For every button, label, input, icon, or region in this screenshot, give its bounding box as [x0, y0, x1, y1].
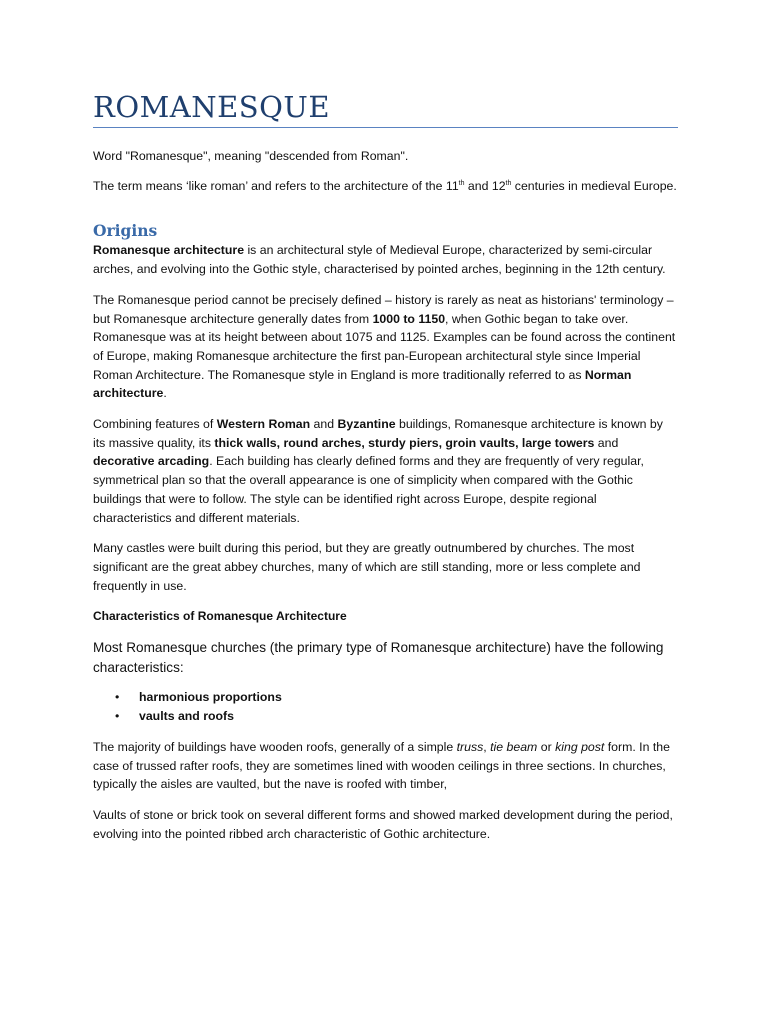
origins-p3-text-b: and — [310, 417, 338, 432]
origins-p3-text-d: and — [594, 435, 619, 450]
list-item-text: vaults and roofs — [139, 709, 234, 724]
bold-western-roman: Western Roman — [216, 417, 311, 432]
roofs-text-a: The majority of buildings have wooden roofs, generally of a simple — [93, 740, 457, 755]
bold-norman-architecture: Norman architecture — [93, 367, 632, 401]
intro-text-a: The term means ‘like roman’ and refers to the architecture of the 11 — [93, 178, 459, 193]
intro-text-c: centuries in medieval Europe. — [511, 178, 677, 193]
characteristics-heading: Characteristics of Romanesque Architecture — [93, 609, 347, 624]
list-item — [115, 688, 678, 707]
origins-p3-text-a: Combining features of — [93, 417, 217, 432]
intro-text-b: and 12 — [464, 178, 506, 193]
roofs-text-b: , — [483, 740, 491, 755]
bullet-icon: • — [115, 690, 120, 705]
superscript-th-2: th — [505, 179, 512, 187]
document-title: ROMANESQUE — [93, 88, 678, 128]
intro-paragraph-1: Word "Romanesque", meaning "descended from Roman". — [93, 149, 409, 163]
italic-tie-beam: tie beam — [490, 740, 538, 755]
origins-paragraph-2 — [93, 291, 678, 403]
roofs-text-c: or — [537, 740, 556, 755]
list-item — [115, 707, 678, 726]
origins-p2-text-c: . — [163, 386, 167, 401]
origins-heading: Origins — [93, 221, 158, 241]
bold-byzantine: Byzantine — [337, 417, 396, 432]
origins-p3-text-e: . Each building has clearly defined forms and they are frequently of very regular, symmetrical plan so that the overall appearance is one of simplicity when compared with the Gothic buildings that were to follow. The style can be identified right across Europe, despite regional characteristics and different materials. — [93, 454, 644, 525]
characteristics-list — [93, 688, 678, 726]
bold-features-list: thick walls, round arches, sturdy piers, groin vaults, large towers — [214, 435, 595, 450]
origins-paragraph-3 — [93, 415, 678, 527]
roofs-text-d: form. In the case of trussed rafter roofs, they are sometimes lined with wooden ceilings in three sections. In churches, typically the aisles are vaulted, but the nave is roofed with timber, — [93, 740, 670, 792]
origins-p1-text: is an architectural style of Medieval Europe, characterized by semi-circular arches, and evolving into the Gothic style, characterised by pointed arches, beginning in the 12th century. — [93, 243, 666, 277]
superscript-th-1: th — [458, 179, 465, 187]
origins-p3-text-c: buildings, Romanesque architecture is known by its massive quality, its — [93, 417, 663, 450]
origins-paragraph-1 — [93, 241, 678, 278]
roofs-paragraph — [93, 738, 678, 794]
bold-date-range: 1000 to 1150 — [372, 311, 446, 326]
vaults-paragraph: Vaults of stone or brick took on several different forms and showed marked development during the period, evolving into the pointed ribbed arch characteristic of Gothic architecture. — [93, 808, 673, 841]
list-item-text: harmonious proportions — [139, 690, 282, 705]
bullet-icon: • — [115, 709, 120, 724]
origins-p2-text-b: , when Gothic began to take over. Romanesque was at its height between about 1075 and 1125. Examples can be found across the continent of Europe, making Romanesque architecture the first pan-European architectural style since Imperial Roman Architecture. The Romanesque style in England is more traditionally referred to as — [93, 311, 676, 382]
italic-truss: truss — [456, 740, 484, 755]
intro-paragraph-2 — [93, 177, 678, 196]
document-body — [93, 88, 678, 844]
bold-decorative-arcading: decorative arcading — [93, 454, 210, 469]
characteristics-lead: Most Romanesque churches (the primary type of Romanesque architecture) have the following characteristics: — [93, 640, 664, 676]
italic-king-post: king post — [555, 740, 605, 755]
bold-romanesque-architecture: Romanesque architecture — [93, 243, 245, 258]
origins-paragraph-4: Many castles were built during this period, but they are greatly outnumbered by churches. The most significant are the great abbey churches, many of which are still standing, more or less complete and frequently in use. — [93, 541, 641, 593]
origins-p2-text-a: The Romanesque period cannot be precisely defined – history is rarely as neat as historians' terminology – but Romanesque architecture generally dates from — [93, 292, 674, 326]
